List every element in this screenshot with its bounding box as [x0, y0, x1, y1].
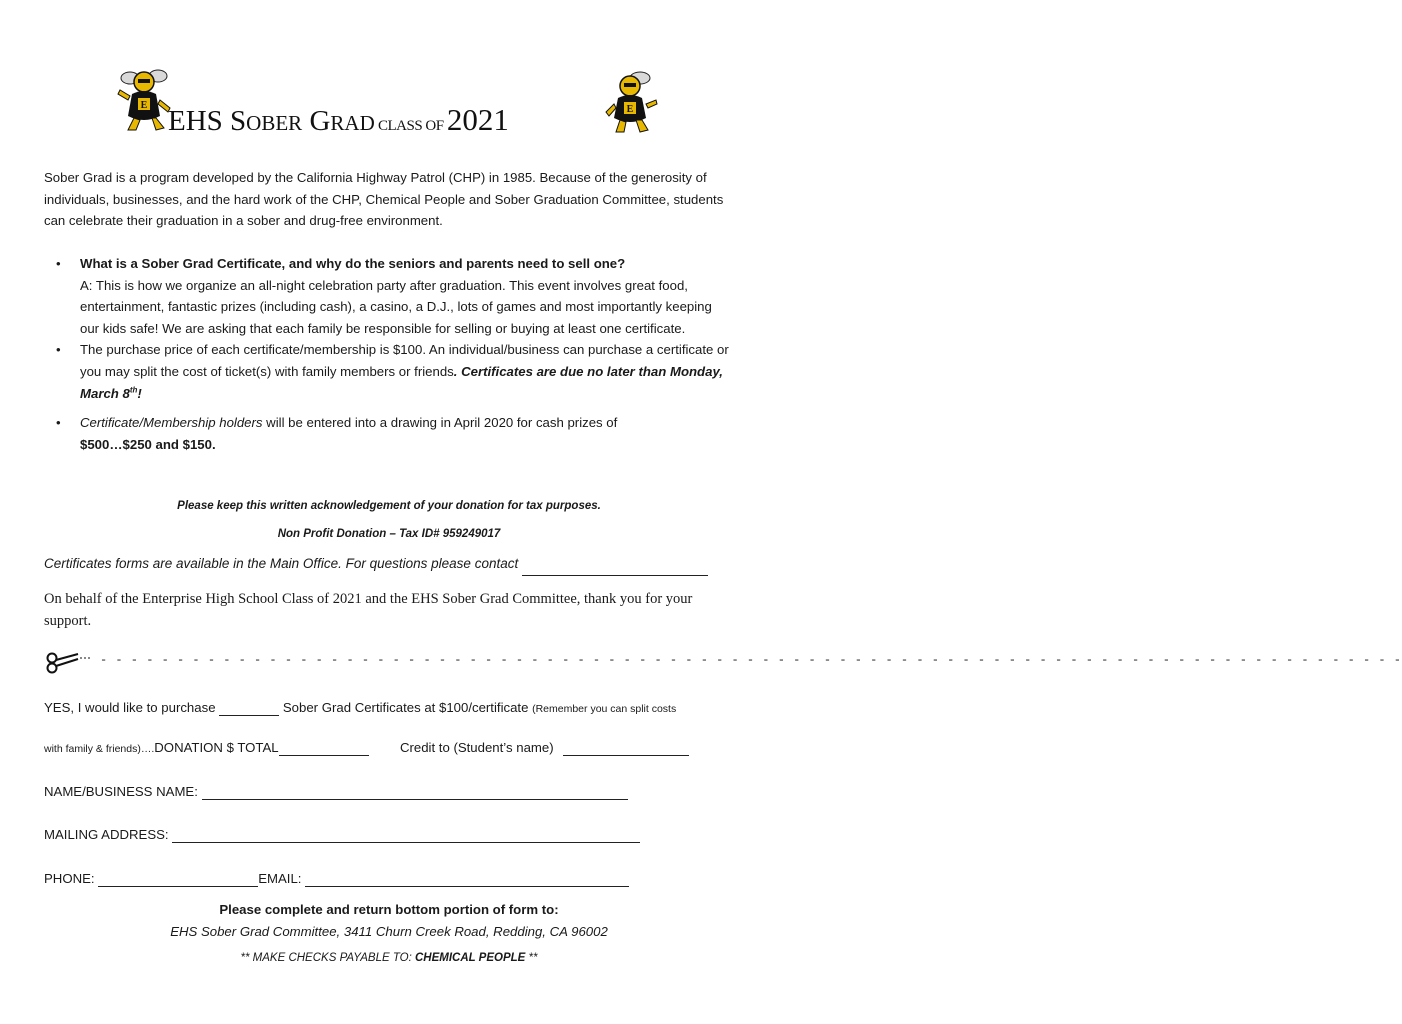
purchase-quantity-row	[44, 700, 676, 716]
tax-acknowledgement: Please keep this written acknowledgement of your donation for tax purposes.	[177, 500, 601, 512]
mailing-row	[44, 827, 640, 843]
bullet-question: What is a Sober Grad Certificate, and why do the seniors and parents need to sell one?	[80, 256, 626, 271]
return-instructions: Please complete and return bottom portion of form to:	[219, 902, 559, 917]
contact-line	[44, 553, 744, 576]
hornet-mascot-left-icon	[116, 64, 172, 134]
name-row	[44, 784, 628, 800]
bullet-due-sup: th	[129, 385, 138, 395]
checks-label: ** MAKE CHECKS PAYABLE TO:	[240, 952, 415, 964]
donation-row	[44, 740, 689, 756]
donation-total-field[interactable]	[279, 740, 369, 756]
quantity-field[interactable]	[219, 700, 279, 716]
bullet-price-text: The purchase price of each certificate/membership is $100. An individual/business can purchase a certificate or you may split the cost of ticket(s) with family members or friends	[80, 342, 729, 379]
checks-payable	[44, 952, 734, 964]
contact-blank[interactable]	[522, 553, 708, 576]
bullet-icon: •	[56, 256, 61, 271]
phone-label: PHONE:	[44, 871, 99, 886]
list-item	[44, 339, 734, 404]
page-title: EHS SOBER GRAD CLASS OF 2021	[168, 102, 509, 137]
credit-label: Credit to (Student’s name)	[399, 740, 554, 755]
intro-paragraph: Sober Grad is a program developed by the California Highway Patrol (CHP) in 1985. Because of the generosity of individuals, businesses, and the hard work of the CHP, Chemical People and Sober Graduation Committee, students can celebrate their graduation in a sober and drug-free environment.	[44, 170, 724, 229]
svg-text:E: E	[626, 104, 634, 115]
bullet-due-end: !	[137, 385, 142, 401]
scissors-icon	[44, 650, 94, 674]
list-item	[44, 253, 734, 339]
info-bullet-list	[44, 253, 734, 455]
hornet-mascot-right-icon	[606, 70, 658, 136]
mailing-address-field[interactable]	[172, 827, 640, 843]
thank-you-paragraph: On behalf of the Enterprise High School Class of 2021 and the EHS Sober Grad Committee, thank you for your support.	[44, 591, 693, 629]
checks-end: **	[525, 952, 538, 964]
email-field[interactable]	[305, 871, 629, 887]
mailing-label: MAILING ADDRESS:	[44, 827, 173, 842]
purchase-note-cont: with family & friends)….	[44, 743, 155, 755]
phone-field[interactable]	[98, 871, 258, 887]
bullet-icon: •	[56, 342, 61, 358]
donation-label: DONATION $ TOTAL	[154, 740, 279, 755]
contact-text: Certificates forms are available in the Main Office. For questions please contact	[44, 556, 522, 571]
bullet-drawing-text: will be entered into a drawing in April 2020 for cash prizes of	[262, 415, 618, 431]
return-address: EHS Sober Grad Committee, 3411 Churn Creek Road, Redding, CA 96002	[170, 924, 608, 939]
bullet-answer: A: This is how we organize an all-night celebration party after graduation. This event involves great food, entertainment, fantastic prizes (including cash), a casino, a D.J., lots of games and most importantly keeping our kids safe! We are asking that each family be responsible for selling or buying at least one certificate.	[80, 277, 712, 336]
name-label: NAME/BUSINESS NAME:	[44, 784, 202, 799]
student-name-field[interactable]	[563, 740, 689, 756]
name-business-field[interactable]	[202, 784, 628, 800]
purchase-note: (Remember you can split costs	[532, 703, 677, 715]
checks-payee: CHEMICAL PEOPLE	[415, 952, 526, 964]
list-item	[44, 412, 734, 455]
tax-id: Non Profit Donation – Tax ID# 959249017	[277, 528, 501, 540]
phone-email-row	[44, 871, 629, 887]
email-label: EMAIL:	[258, 871, 306, 886]
bullet-icon: •	[56, 415, 61, 431]
bullet-prizes: $500…$250 and $150.	[80, 436, 216, 452]
purchase-label: YES, I would like to purchase	[44, 700, 220, 715]
svg-text:E: E	[140, 100, 148, 111]
cut-line: - - - - - - - - - - - - - - - - - - - - - - - - - - - - - - - - - - - - - - - - - - - - - - - - - - - - - - - - - - - - - - - - - - - - - - - - - - - - - - - - - - - - -	[100, 653, 1402, 667]
bullet-due-date: . Certificates are due no later than Monday, March 8	[80, 363, 723, 401]
bullet-holders: Certificate/Membership holders	[80, 415, 263, 431]
purchase-label-cont: Sober Grad Certificates at $100/certificate	[279, 700, 533, 715]
